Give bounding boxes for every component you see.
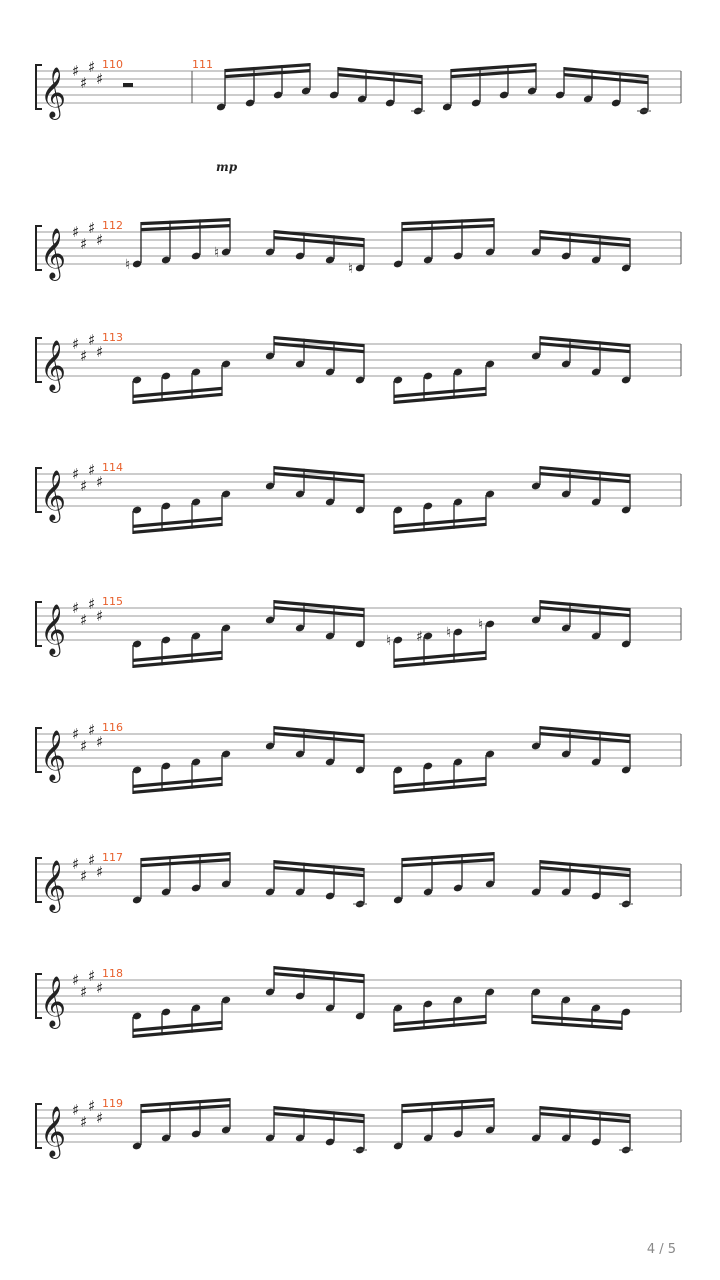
beam xyxy=(402,218,494,225)
key-sharp-icon: ♯ xyxy=(72,335,80,353)
key-sharp-icon: ♯ xyxy=(72,855,80,873)
key-sharp-icon: ♯ xyxy=(72,465,80,483)
measure-number: 116 xyxy=(102,721,123,734)
natural-sign-icon: ♮ xyxy=(446,625,452,641)
treble-clef-icon: 𝄞 xyxy=(40,67,67,118)
key-sharp-icon: ♯ xyxy=(80,235,88,253)
measure-number: 112 xyxy=(102,219,123,232)
page-number: 4 / 5 xyxy=(646,1242,676,1257)
treble-clef-icon: 𝄞 xyxy=(40,228,67,279)
key-sharp-icon: ♯ xyxy=(96,863,104,881)
beam xyxy=(141,224,230,231)
staff-system-112 xyxy=(36,218,681,281)
measure-number: 118 xyxy=(102,967,123,980)
staff-system-110-111 xyxy=(36,58,681,174)
measure-number: 110 xyxy=(102,58,123,71)
key-sharp-icon: ♯ xyxy=(88,967,96,985)
key-sharp-icon: ♯ xyxy=(72,599,80,617)
treble-clef-icon: 𝄞 xyxy=(40,1106,67,1157)
measure-number: 119 xyxy=(102,1097,123,1110)
key-sharp-icon: ♯ xyxy=(72,1101,80,1119)
key-sharp-icon: ♯ xyxy=(80,983,88,1001)
staff-system-113 xyxy=(36,331,681,404)
natural-sign-icon: ♮ xyxy=(348,261,354,277)
key-sharp-icon: ♯ xyxy=(88,1097,96,1115)
measure-number: 111 xyxy=(192,58,213,71)
staff-system-119 xyxy=(36,1097,681,1159)
key-sharp-icon: ♯ xyxy=(96,607,104,625)
key-sharp-icon: ♯ xyxy=(96,343,104,361)
measure-number: 114 xyxy=(102,461,123,474)
key-sharp-icon: ♯ xyxy=(88,721,96,739)
key-sharp-icon: ♯ xyxy=(80,74,88,92)
key-sharp-icon: ♯ xyxy=(80,867,88,885)
key-sharp-icon: ♯ xyxy=(80,737,88,755)
key-sharp-icon: ♯ xyxy=(88,595,96,613)
key-sharp-icon: ♯ xyxy=(80,611,88,629)
sharp-sign-icon: ♯ xyxy=(416,629,423,645)
beam xyxy=(402,224,494,231)
key-sharp-icon: ♯ xyxy=(96,70,104,88)
measure-number: 115 xyxy=(102,595,123,608)
key-sharp-icon: ♯ xyxy=(96,473,104,491)
treble-clef-icon: 𝄞 xyxy=(40,860,67,911)
beam xyxy=(141,218,230,225)
treble-clef-icon: 𝄞 xyxy=(40,470,67,521)
treble-clef-icon: 𝄞 xyxy=(40,976,67,1027)
natural-sign-icon: ♮ xyxy=(214,245,220,261)
key-sharp-icon: ♯ xyxy=(72,62,80,80)
key-sharp-icon: ♯ xyxy=(80,477,88,495)
key-sharp-icon: ♯ xyxy=(88,461,96,479)
key-sharp-icon: ♯ xyxy=(96,733,104,751)
treble-clef-icon: 𝄞 xyxy=(40,604,67,655)
key-sharp-icon: ♯ xyxy=(72,971,80,989)
staff-system-114 xyxy=(36,461,681,534)
key-sharp-icon: ♯ xyxy=(72,725,80,743)
key-sharp-icon: ♯ xyxy=(88,851,96,869)
key-sharp-icon: ♯ xyxy=(88,219,96,237)
natural-sign-icon: ♮ xyxy=(478,617,484,633)
key-sharp-icon: ♯ xyxy=(96,231,104,249)
treble-clef-icon: 𝄞 xyxy=(40,730,67,781)
natural-sign-icon: ♮ xyxy=(386,633,392,649)
key-sharp-icon: ♯ xyxy=(80,1113,88,1131)
natural-sign-icon: ♮ xyxy=(125,257,131,273)
staff-system-118 xyxy=(36,966,681,1038)
half-rest-icon xyxy=(123,83,133,87)
dynamic-marking: mp xyxy=(216,160,238,174)
key-sharp-icon: ♯ xyxy=(88,331,96,349)
key-sharp-icon: ♯ xyxy=(96,979,104,997)
measure-number: 113 xyxy=(102,331,123,344)
measure-number: 117 xyxy=(102,851,123,864)
key-sharp-icon: ♯ xyxy=(96,1109,104,1127)
key-sharp-icon: ♯ xyxy=(72,223,80,241)
key-sharp-icon: ♯ xyxy=(80,347,88,365)
staff-system-117 xyxy=(36,851,681,913)
treble-clef-icon: 𝄞 xyxy=(40,340,67,391)
staff-system-115 xyxy=(36,595,681,668)
key-sharp-icon: ♯ xyxy=(88,58,96,76)
staff-system-116 xyxy=(36,721,681,794)
